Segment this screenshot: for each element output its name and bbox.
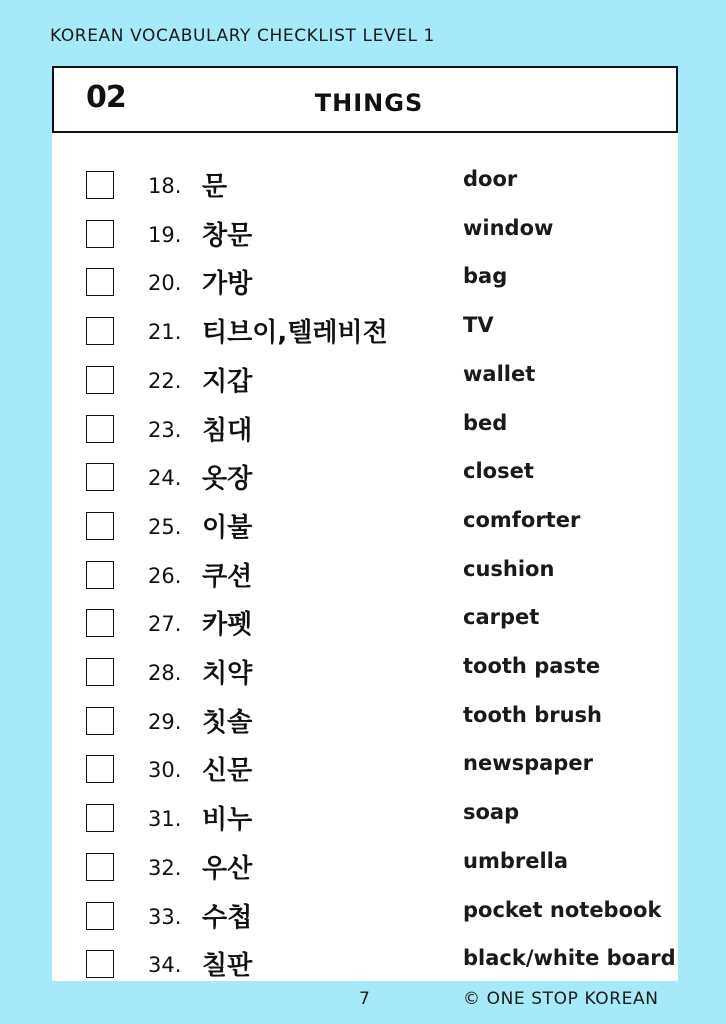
item-number: 22. bbox=[148, 368, 182, 393]
copyright-text: © ONE STOP KOREAN bbox=[463, 989, 659, 1009]
vocabulary-row bbox=[52, 897, 678, 950]
checkbox[interactable] bbox=[86, 171, 114, 199]
item-number: 23. bbox=[148, 417, 182, 442]
checkbox[interactable] bbox=[86, 609, 114, 637]
vocabulary-row bbox=[52, 751, 678, 803]
checkbox[interactable] bbox=[86, 804, 114, 832]
section-title: THINGS bbox=[314, 89, 424, 117]
checkbox[interactable] bbox=[86, 415, 114, 443]
english-translation: tooth paste bbox=[463, 654, 601, 678]
page-number: 7 bbox=[359, 989, 370, 1009]
item-number: 19. bbox=[148, 222, 182, 247]
checkbox[interactable] bbox=[86, 853, 114, 881]
english-translation: newspaper bbox=[463, 751, 593, 776]
vocabulary-row bbox=[52, 313, 678, 365]
english-translation: comforter bbox=[463, 507, 581, 532]
english-translation: window bbox=[463, 215, 554, 240]
english-translation: bag bbox=[463, 264, 508, 289]
english-translation: closet bbox=[463, 459, 534, 484]
vocabulary-row bbox=[52, 264, 678, 316]
section-header bbox=[52, 66, 678, 133]
korean-word: 지갑 bbox=[202, 366, 253, 397]
checkbox[interactable] bbox=[86, 366, 114, 394]
item-number: 26. bbox=[148, 563, 182, 588]
korean-word: 쿠션 bbox=[202, 561, 253, 592]
item-number: 34. bbox=[148, 953, 182, 978]
korean-word: 가방 bbox=[202, 269, 253, 300]
korean-word: 문 bbox=[202, 172, 228, 202]
korean-word: 우산 bbox=[202, 853, 253, 884]
vocabulary-row bbox=[52, 800, 678, 852]
item-number: 27. bbox=[148, 612, 182, 637]
english-translation: soap bbox=[463, 800, 520, 825]
item-number: 20. bbox=[148, 271, 182, 296]
checkbox[interactable] bbox=[86, 707, 114, 735]
item-number: 25. bbox=[148, 514, 182, 539]
item-number: 33. bbox=[148, 904, 182, 929]
item-number: 24. bbox=[148, 466, 182, 491]
vocabulary-row bbox=[52, 459, 678, 511]
vocabulary-card bbox=[52, 66, 678, 981]
item-number: 29. bbox=[148, 709, 182, 734]
korean-word: 칠판 bbox=[202, 951, 253, 982]
vocabulary-row bbox=[52, 410, 678, 463]
item-number: 28. bbox=[148, 661, 182, 685]
english-translation: TV bbox=[463, 313, 494, 338]
english-translation: bed bbox=[463, 410, 508, 435]
vocabulary-row bbox=[52, 167, 678, 219]
checkbox[interactable] bbox=[86, 950, 114, 978]
vocabulary-row bbox=[52, 215, 678, 268]
checkbox[interactable] bbox=[86, 902, 114, 930]
korean-word: 티브이,텔레비전 bbox=[202, 318, 388, 349]
english-translation: pocket notebook bbox=[463, 897, 662, 922]
vocabulary-row bbox=[52, 507, 678, 560]
item-number: 32. bbox=[148, 855, 182, 880]
vocabulary-row bbox=[52, 556, 678, 609]
vocabulary-row bbox=[52, 361, 678, 414]
english-translation: wallet bbox=[463, 361, 536, 386]
vocabulary-row bbox=[52, 605, 678, 657]
korean-word: 비누 bbox=[202, 805, 253, 836]
item-number: 18. bbox=[148, 174, 182, 198]
english-translation: tooth brush bbox=[463, 702, 602, 727]
checklist-header-label: KOREAN VOCABULARY CHECKLIST LEVEL 1 bbox=[50, 26, 435, 46]
checkbox[interactable] bbox=[86, 755, 114, 783]
checkbox[interactable] bbox=[86, 268, 114, 296]
checkbox[interactable] bbox=[86, 658, 114, 686]
item-number: 31. bbox=[148, 807, 182, 832]
english-translation: cushion bbox=[463, 556, 555, 581]
korean-word: 치약 bbox=[202, 659, 253, 689]
checkbox[interactable] bbox=[86, 317, 114, 345]
section-number: 02 bbox=[86, 80, 126, 115]
checkbox[interactable] bbox=[86, 463, 114, 491]
english-translation: carpet bbox=[463, 605, 540, 630]
korean-word: 칫솔 bbox=[202, 707, 253, 738]
item-number: 21. bbox=[148, 320, 182, 345]
vocabulary-row bbox=[52, 848, 678, 901]
korean-word: 옷장 bbox=[202, 464, 253, 495]
checkbox[interactable] bbox=[86, 561, 114, 589]
vocabulary-row bbox=[52, 654, 678, 706]
item-number: 30. bbox=[148, 758, 182, 783]
english-translation: door bbox=[463, 167, 518, 191]
english-translation: umbrella bbox=[463, 848, 569, 873]
english-translation: black/white board bbox=[463, 946, 676, 971]
korean-word: 신문 bbox=[202, 756, 253, 787]
vocabulary-row bbox=[52, 702, 678, 755]
korean-word: 침대 bbox=[202, 415, 253, 446]
korean-word: 카펫 bbox=[202, 610, 253, 641]
korean-word: 창문 bbox=[202, 220, 253, 251]
korean-word: 수첩 bbox=[202, 902, 253, 933]
checkbox[interactable] bbox=[86, 512, 114, 540]
checkbox[interactable] bbox=[86, 220, 114, 248]
korean-word: 이불 bbox=[202, 512, 253, 543]
